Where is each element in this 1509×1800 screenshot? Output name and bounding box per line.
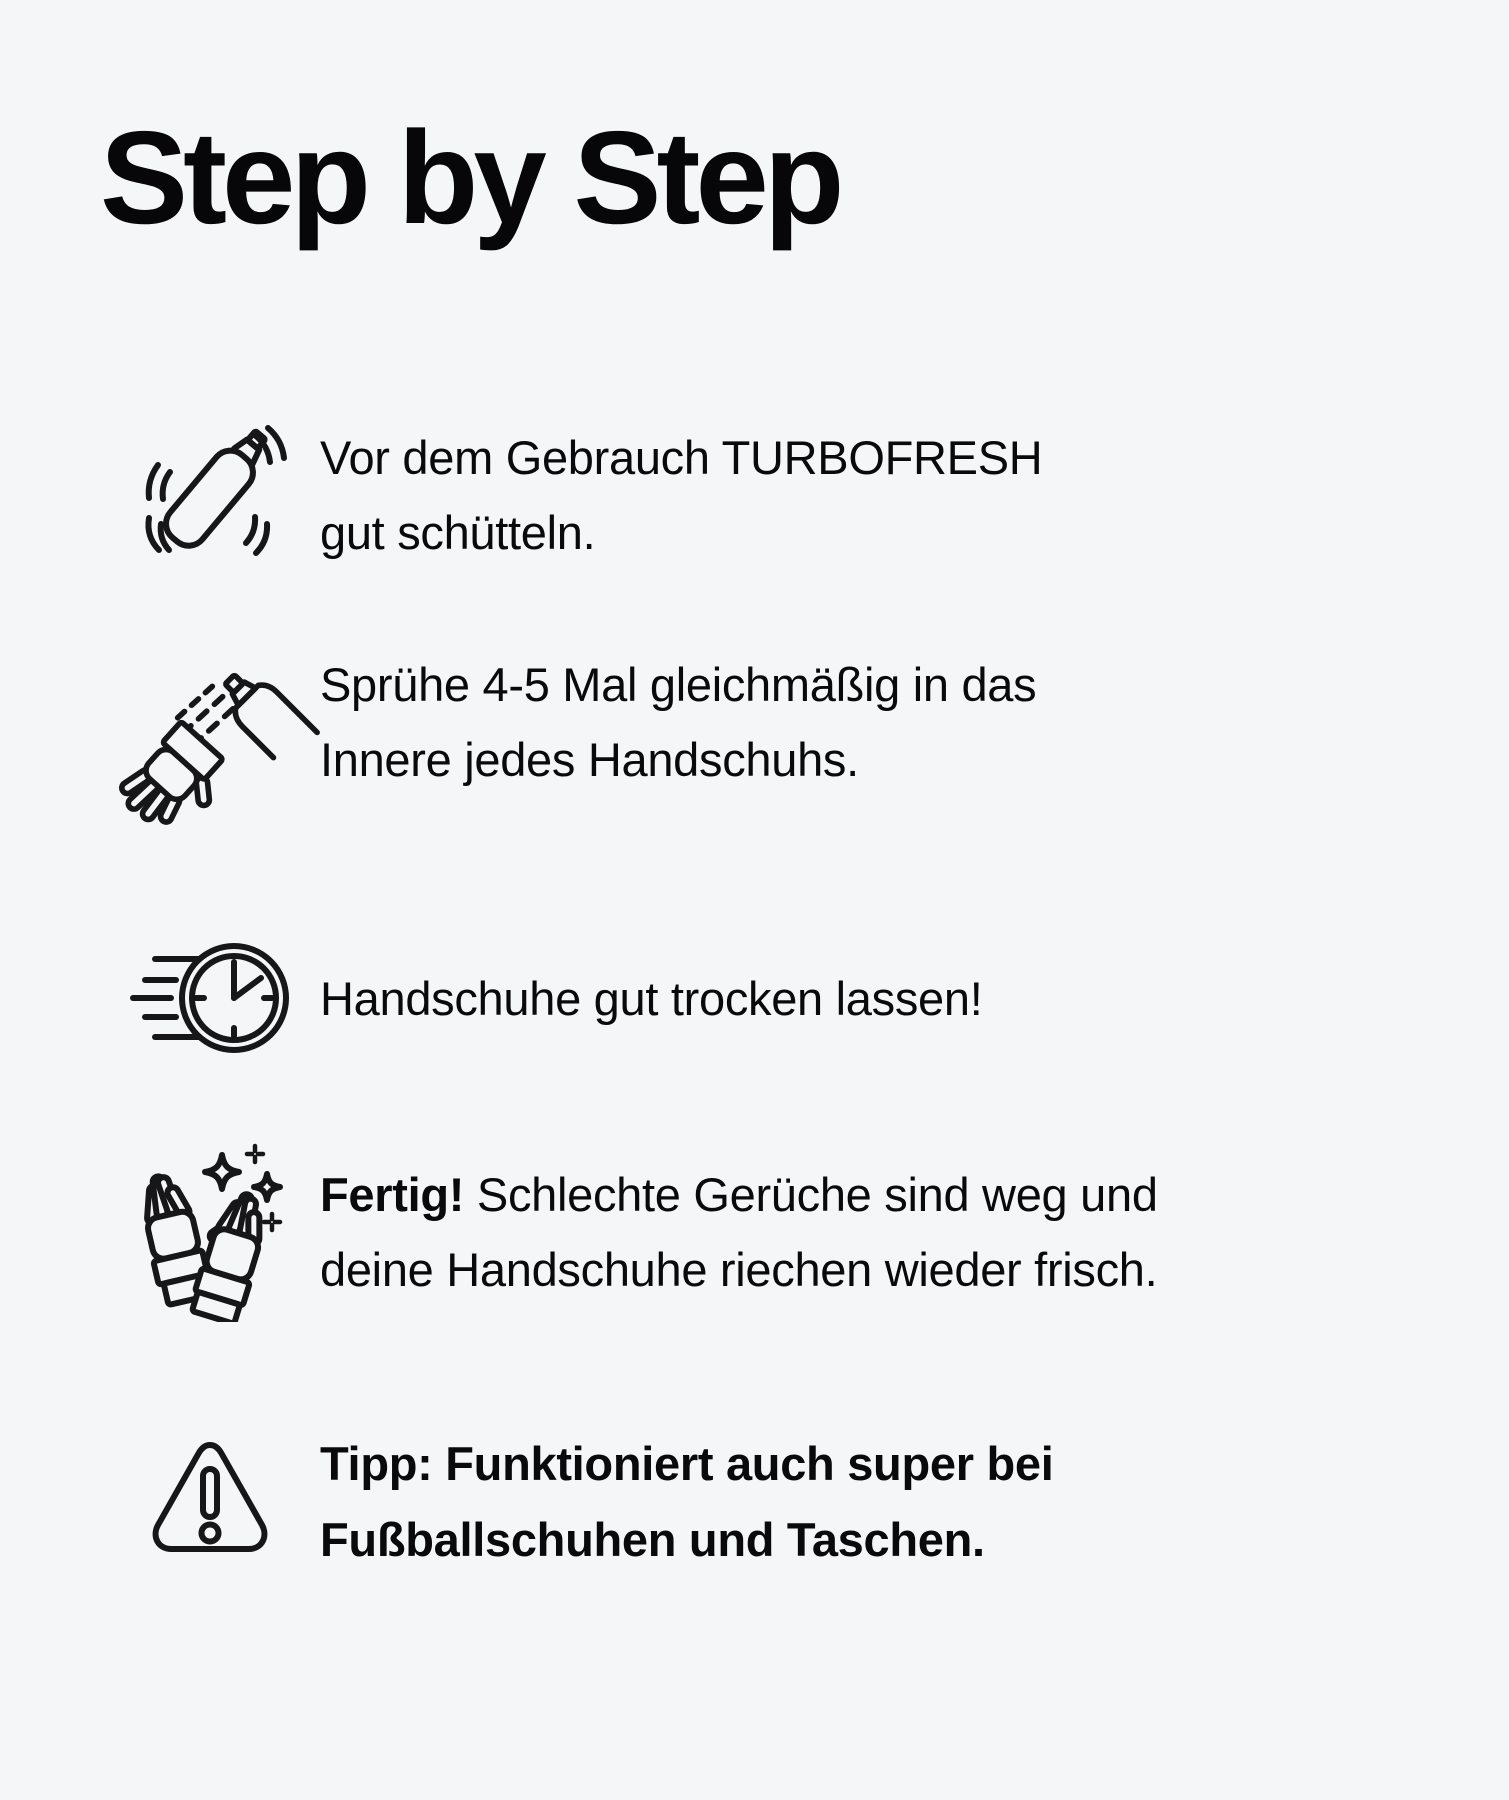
step-3-icon-cell	[100, 937, 320, 1059]
step-row-spray-glove	[100, 609, 1449, 834]
step-line: Tipp: Funktioniert auch super bei	[320, 1437, 1054, 1491]
step-text	[320, 420, 1042, 570]
step-line: gut schütteln.	[320, 506, 596, 560]
step-line-rest: Schlechte Gerüche sind weg und	[476, 1168, 1158, 1222]
warning-triangle-icon	[140, 1436, 280, 1568]
clapping-gloves-sparkles-icon	[128, 1142, 293, 1322]
step-line-bold: Fertig!	[320, 1168, 465, 1222]
step-text	[320, 1426, 1053, 1576]
step-text	[320, 647, 1036, 797]
step-line: Sprühe 4-5 Mal gleichmäßig in das	[320, 657, 1037, 711]
spray-into-glove-icon	[100, 609, 320, 834]
step-text	[320, 1157, 1158, 1307]
step-line: Fußballschuhen und Taschen.	[320, 1512, 985, 1566]
step-row-dry	[100, 937, 1449, 1059]
step-text	[320, 961, 982, 1036]
spray-can-shake-icon	[128, 420, 293, 570]
step-row-done	[100, 1142, 1449, 1322]
step-line: Innere jedes Handschuhs.	[320, 732, 859, 786]
page-title: Step by Step	[100, 104, 840, 251]
steps-list	[100, 244, 1449, 1577]
step-row-shake-can	[100, 420, 1449, 570]
fast-dry-clock-icon	[130, 937, 290, 1059]
step-line: Handschuhe gut trocken lassen!	[320, 971, 983, 1025]
step-4-icon-cell	[100, 1142, 320, 1322]
step-line	[320, 1157, 1158, 1232]
step-row-tip	[100, 1426, 1449, 1576]
step-1-icon-cell	[100, 420, 320, 570]
step-5-icon-cell	[100, 1436, 320, 1568]
step-2-icon-cell	[100, 609, 320, 834]
step-line: deine Handschuhe riechen wieder frisch.	[320, 1243, 1158, 1297]
step-line: Vor dem Gebrauch TURBOFRESH	[320, 431, 1043, 484]
